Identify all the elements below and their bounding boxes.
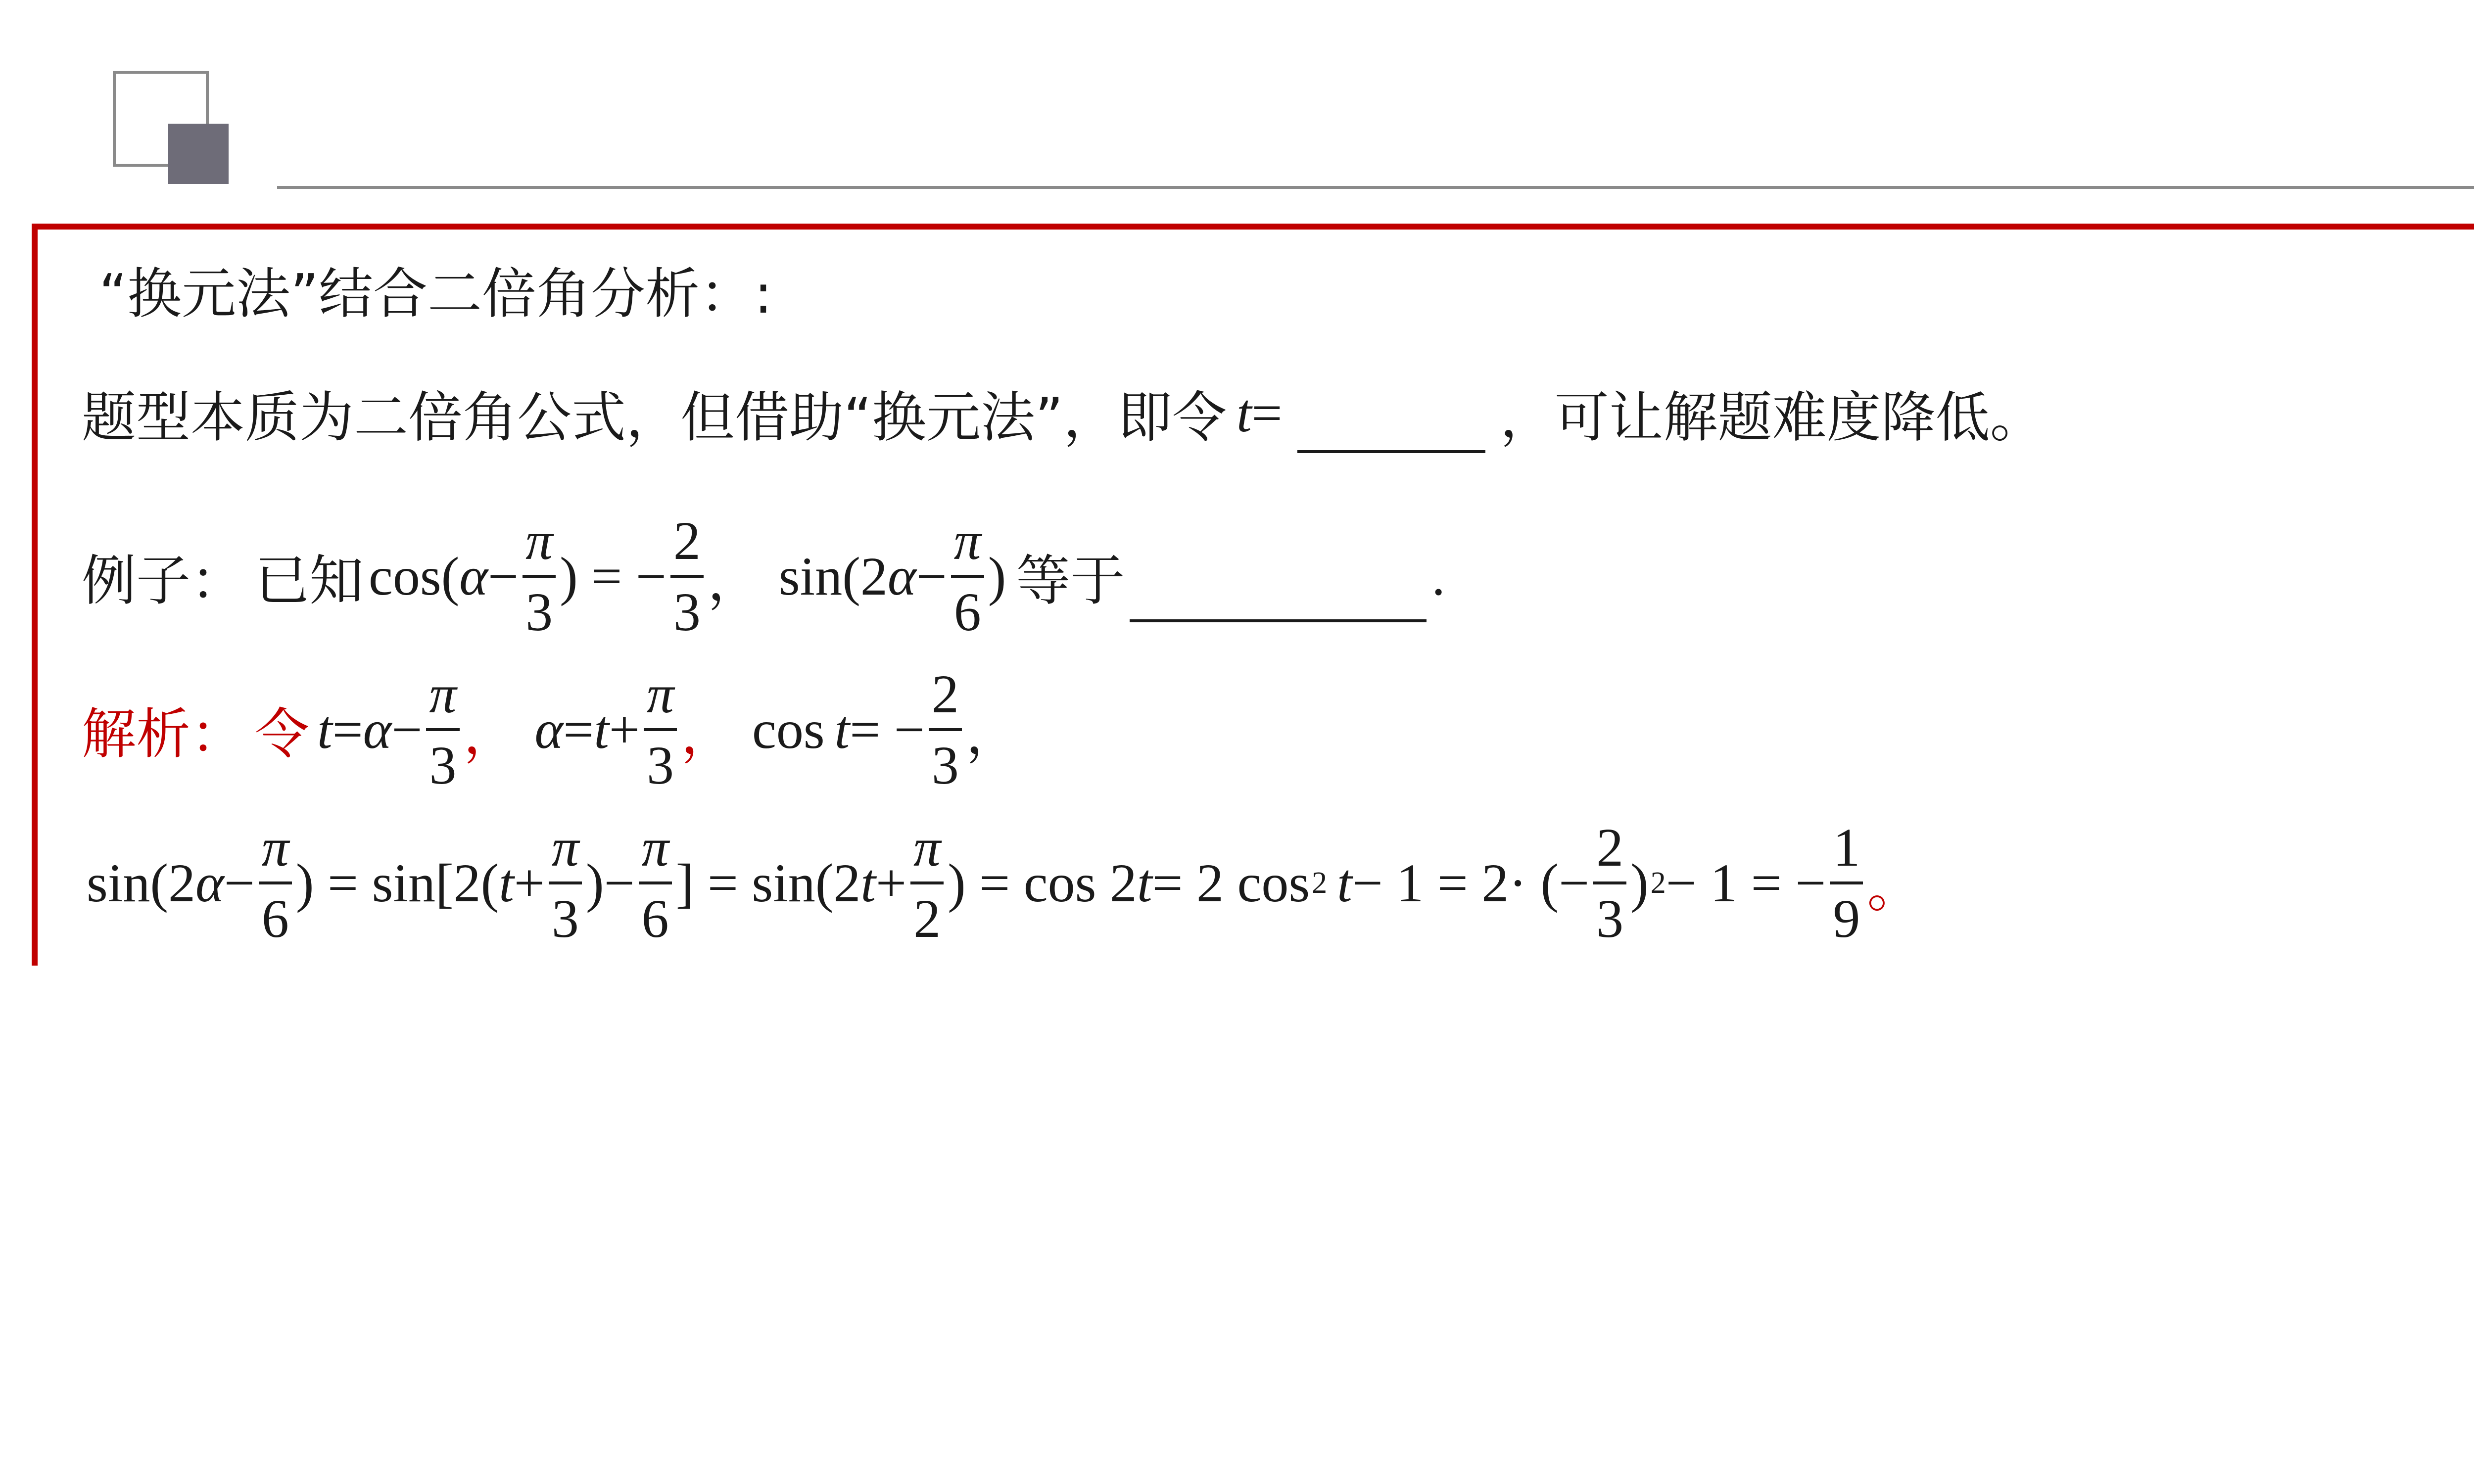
expr-text: ) <box>988 546 1006 606</box>
fraction-bar <box>951 575 984 578</box>
expr-t: t <box>594 699 609 760</box>
expr-alpha: α <box>887 546 916 606</box>
expr-text: ) = − <box>560 546 666 606</box>
solution-line-2 <box>87 816 1921 950</box>
expr-op: + <box>514 852 545 913</box>
superscript: 2 <box>1312 866 1328 900</box>
punct: ， <box>681 702 736 766</box>
fraction-bar <box>670 575 704 578</box>
expr-text: sin(2 <box>87 852 195 913</box>
denominator: 2 <box>913 888 941 949</box>
intro-text: 题型本质为二倍角公式，但借助“换元法”，即令 <box>82 386 1227 449</box>
expr-alpha: α <box>459 546 488 606</box>
expr-op: − <box>391 699 423 760</box>
denominator: 3 <box>1596 888 1624 949</box>
expr-text: cos( <box>369 546 460 606</box>
numerator: π <box>525 510 553 571</box>
fraction-bar <box>1830 881 1863 884</box>
punct: ， <box>707 549 762 612</box>
expr-text: sin(2 <box>778 546 888 606</box>
denominator: 6 <box>261 888 289 949</box>
punct: 。 <box>1867 856 1922 919</box>
expr-text: ) = sin[2( <box>295 852 499 913</box>
fraction-bar <box>523 575 556 578</box>
fraction-pi-over-2 <box>910 817 944 949</box>
expr-op: = − <box>850 699 925 760</box>
fraction-pi-over-3 <box>644 664 677 795</box>
fraction-bar <box>549 881 582 884</box>
expr-text: ) <box>585 852 604 913</box>
solution-line-1 <box>82 663 1020 796</box>
fraction-bar <box>910 881 944 884</box>
numerator: π <box>953 510 981 571</box>
example-label: 例子： <box>82 549 245 612</box>
expr-t: t <box>317 699 333 760</box>
numerator: π <box>641 817 669 878</box>
expr-op: − <box>224 852 255 913</box>
intro-equals: = <box>1251 382 1283 443</box>
intro-variable: t <box>1236 382 1252 443</box>
decor-square-filled <box>168 124 229 184</box>
numerator: π <box>551 817 579 878</box>
expr-alpha: α <box>534 699 564 760</box>
numerator: 2 <box>1596 817 1624 878</box>
expr-t: t <box>499 852 514 913</box>
expr-op: − <box>604 852 635 913</box>
fraction-bar <box>644 728 677 731</box>
numerator: π <box>429 664 457 724</box>
punct: ， <box>463 702 518 766</box>
solution-let: 令 <box>255 702 309 766</box>
fraction-2-over-3 <box>670 510 704 642</box>
numerator: π <box>913 817 941 878</box>
expr-op: = <box>332 699 363 760</box>
fraction-pi-over-6 <box>259 817 292 949</box>
example-line <box>82 510 1445 643</box>
answer-blank <box>1130 570 1427 622</box>
numerator: 1 <box>1833 817 1860 878</box>
expr-op: − <box>488 546 519 606</box>
numerator: 2 <box>931 664 959 724</box>
denominator: 3 <box>525 582 553 642</box>
expr-text: ) = cos 2 <box>948 852 1137 913</box>
denominator: 6 <box>953 582 981 642</box>
expr-text: = 2 cos <box>1152 852 1310 913</box>
heading-text: “换元法”结合二倍角分析：: <box>99 262 773 325</box>
fraction-bar <box>1593 881 1626 884</box>
expr-text: − 1 = 2· (− <box>1352 852 1590 913</box>
denominator: 9 <box>1833 888 1860 949</box>
expr-alpha: α <box>195 852 224 913</box>
punct: . <box>1431 546 1445 606</box>
fraction-bar <box>929 728 962 731</box>
fraction-pi-over-6 <box>639 817 672 949</box>
numerator: π <box>646 664 674 724</box>
denominator: 6 <box>641 888 669 949</box>
section-heading <box>99 252 772 326</box>
denominator: 3 <box>646 735 674 795</box>
superscript: 2 <box>1650 866 1666 900</box>
header-rule <box>277 186 2474 189</box>
expr-t: t <box>860 852 876 913</box>
expr-text: ] = sin(2 <box>675 852 861 913</box>
fraction-1-over-9 <box>1830 817 1863 949</box>
expr-text: ) <box>1630 852 1649 913</box>
fraction-bar <box>426 728 459 731</box>
fraction-bar <box>639 881 672 884</box>
fraction-pi-over-3 <box>523 510 556 642</box>
expr-alpha: α <box>363 699 392 760</box>
fraction-2-over-3 <box>929 664 962 795</box>
expr-text: − 1 = − <box>1665 852 1826 913</box>
expr-t: t <box>834 699 850 760</box>
intro-sentence <box>82 376 2045 450</box>
fraction-pi-over-3 <box>549 817 582 949</box>
fraction-pi-over-3 <box>426 664 459 795</box>
punct: ， <box>965 704 1020 765</box>
intro-text-end: ，可让解题难度降低。 <box>1500 386 2045 449</box>
example-known: 已知 <box>255 549 364 612</box>
expr-t: t <box>1337 852 1352 913</box>
denominator: 3 <box>551 888 579 949</box>
expr-op: = <box>563 699 594 760</box>
expr-t: t <box>1137 852 1152 913</box>
example-equals-word: 等于 <box>1016 549 1125 612</box>
fraction-2-over-3 <box>1593 817 1626 949</box>
numerator: 2 <box>673 510 701 571</box>
denominator: 3 <box>673 582 701 642</box>
fraction-pi-over-6 <box>951 510 984 642</box>
denominator: 3 <box>931 735 959 795</box>
denominator: 3 <box>429 735 457 795</box>
expr-op: + <box>875 852 907 913</box>
solution-label: 解析： <box>82 702 245 766</box>
fraction-bar <box>259 881 292 884</box>
expr-op: − <box>916 546 947 606</box>
numerator: π <box>261 817 289 878</box>
expr-op: + <box>609 699 640 760</box>
fill-in-blank <box>1297 401 1485 453</box>
expr-text: cos <box>752 699 825 760</box>
